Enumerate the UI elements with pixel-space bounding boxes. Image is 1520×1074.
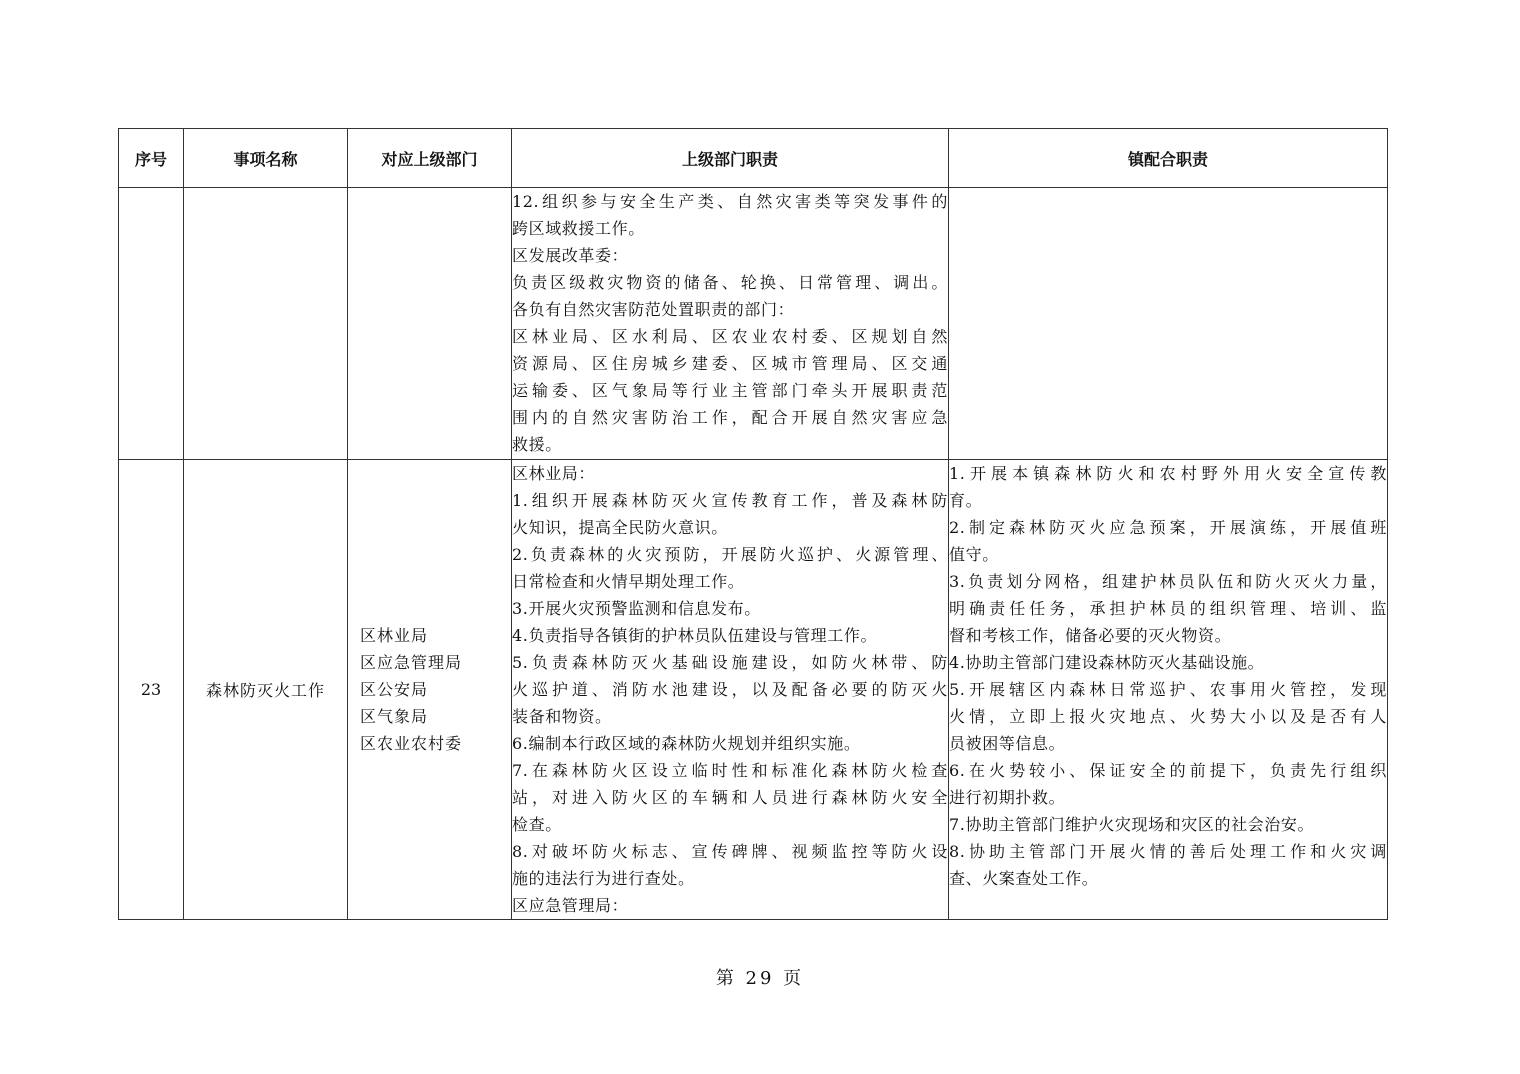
town-duty-line: 育。 (949, 491, 983, 510)
duty-line: 1.组织开展森林防灭火宣传教育工作，普及森林防 (512, 491, 948, 510)
duty-line: 资源局、区住房城乡建委、区城市管理局、区交通 (512, 354, 948, 373)
town-duty-line: 督和考核工作，储备必要的灭火物资。 (949, 626, 1232, 645)
duty-line: 施的违法行为进行查处。 (512, 869, 695, 888)
town-duty-line: 火情，立即上报火灾地点、火势大小以及是否有人 (949, 707, 1387, 726)
duty-line: 5.负责森林防灭火基础设施建设，如防火林带、防 (512, 653, 948, 672)
department-item: 区农业农村委 (360, 734, 463, 753)
duty-line: 装备和物资。 (512, 707, 612, 726)
town-duty-line: 明确责任任务，承担护林员的组织管理、培训、监 (949, 599, 1387, 618)
table-row (119, 460, 1388, 920)
town-duty-line: 7.协助主管部门维护火灾现场和灾区的社会治安。 (949, 815, 1315, 834)
header-index: 序号 (119, 129, 184, 188)
row-town-duties (949, 460, 1388, 920)
duty-line: 救援。 (512, 435, 562, 454)
duty-line: 区林业局： (512, 464, 596, 483)
duty-table (118, 128, 1388, 920)
duty-line: 8.对破坏防火标志、宣传碑牌、视频监控等防火设 (512, 842, 948, 861)
department-item: 区应急管理局 (360, 653, 463, 672)
duty-line: 2.负责森林的火灾预防，开展防火巡护、火源管理、 (512, 545, 948, 564)
row-index: 23 (119, 460, 184, 920)
duty-line: 站，对进入防火区的车辆和人员进行森林防火安全 (512, 788, 948, 807)
town-duty-line: 1.开展本镇森林防火和农村野外用火安全宣传教 (949, 464, 1387, 483)
duty-line: 3.开展火灾预警监测和信息发布。 (512, 599, 761, 618)
table-header-row (119, 129, 1388, 188)
header-item-name: 事项名称 (184, 129, 348, 188)
duty-line: 负责区级救灾物资的储备、轮换、日常管理、调出。 (512, 273, 948, 292)
duty-line: 火知识，提高全民防火意识。 (512, 518, 728, 537)
department-list (348, 622, 511, 757)
duty-line: 围内的自然灾害防治工作，配合开展自然灾害应急 (512, 408, 948, 427)
duty-line: 12.组织参与安全生产类、自然灾害类等突发事件的 (512, 192, 948, 211)
department-item: 区林业局 (360, 626, 429, 645)
row-item-name (184, 188, 348, 460)
duty-line: 日常检查和火情早期处理工作。 (512, 572, 745, 591)
row-departments (348, 460, 512, 920)
duty-line: 6.编制本行政区域的森林防火规划并组织实施。 (512, 734, 861, 753)
duty-line: 各负有自然灾害防范处置职责的部门： (512, 300, 795, 319)
row-departments (348, 188, 512, 460)
duty-line: 7.在森林防火区设立临时性和标准化森林防火检查 (512, 761, 948, 780)
town-duty-line: 进行初期扑救。 (949, 788, 1066, 807)
row-town-duties (949, 188, 1388, 460)
duty-line: 区发展改革委： (512, 246, 629, 265)
town-duty-line: 6.在火势较小、保证安全的前提下，负责先行组织 (949, 761, 1387, 780)
town-duty-line: 8.协助主管部门开展火情的善后处理工作和火灾调 (949, 842, 1387, 861)
duty-line: 火巡护道、消防水池建设，以及配备必要的防灭火 (512, 680, 948, 699)
town-duty-line: 4.协助主管部门建设森林防灭火基础设施。 (949, 653, 1265, 672)
row-index (119, 188, 184, 460)
row-superior-duties (512, 460, 949, 920)
header-superior-department: 对应上级部门 (348, 129, 512, 188)
duty-line: 区林业局、区水利局、区农业农村委、区规划自然 (512, 327, 948, 346)
table-row (119, 188, 1388, 460)
duty-line: 检查。 (512, 815, 562, 834)
duty-line: 运输委、区气象局等行业主管部门牵头开展职责范 (512, 381, 948, 400)
town-duty-line: 查、火案查处工作。 (949, 869, 1099, 888)
town-duty-line: 2.制定森林防灭火应急预案，开展演练，开展值班 (949, 518, 1387, 537)
page-number: 第 29 页 (715, 968, 805, 989)
town-duty-line: 5.开展辖区内森林日常巡护、农事用火管控，发现 (949, 680, 1387, 699)
duty-line: 4.负责指导各镇街的护林员队伍建设与管理工作。 (512, 626, 878, 645)
town-duty-line: 3.负责划分网格，组建护林员队伍和防火灭火力量， (949, 572, 1387, 591)
row-superior-duties (512, 188, 949, 460)
header-town-duties: 镇配合职责 (949, 129, 1388, 188)
town-duty-line: 值守。 (949, 545, 999, 564)
town-duty-line: 员被困等信息。 (949, 734, 1066, 753)
duty-line: 跨区域救援工作。 (512, 219, 645, 238)
department-item: 区公安局 (360, 680, 429, 699)
department-item: 区气象局 (360, 707, 429, 726)
header-superior-duties: 上级部门职责 (512, 129, 949, 188)
duty-line: 区应急管理局： (512, 896, 629, 915)
row-item-name: 森林防灭火工作 (184, 460, 348, 920)
